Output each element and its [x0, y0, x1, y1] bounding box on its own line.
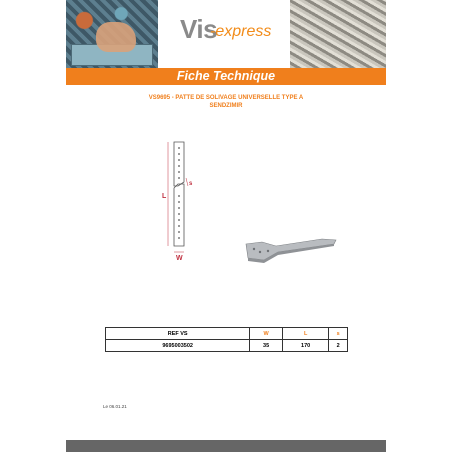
cell-l: 170: [282, 340, 329, 352]
technical-drawing: [156, 138, 216, 266]
header-l: L: [282, 328, 329, 340]
header-w: W: [250, 328, 283, 340]
logo-main-text: Vis: [180, 14, 218, 44]
screws-photo: [290, 0, 386, 68]
dimension-w-label: W: [176, 255, 183, 262]
page-title: Fiche Technique: [176, 69, 276, 83]
cell-w: 35: [250, 340, 283, 352]
dimension-s-label: s: [189, 181, 193, 187]
document-date: Le 06.01.21: [103, 404, 127, 409]
datasheet-page: [66, 0, 386, 452]
header-banner: [66, 0, 386, 68]
cell-ref: 9695003502: [106, 340, 250, 352]
title-bar: [66, 68, 386, 85]
product-title: [106, 94, 346, 110]
footer-bar: [66, 440, 386, 452]
vis-express-logo: [158, 0, 290, 68]
header-ref: REF VS: [106, 328, 250, 340]
table-row: [106, 340, 348, 352]
cell-s: 2: [329, 340, 348, 352]
dimension-l-label: L: [162, 193, 167, 200]
logo-suffix-text: -express: [210, 23, 272, 40]
product-title-line1: VS9695 - PATTE DE SOLIVAGE UNIVERSELLE TYPE A: [148, 95, 304, 101]
tools-photo: [66, 0, 158, 68]
table-header-row: [106, 328, 348, 340]
spec-table: [105, 327, 348, 352]
product-photo: [242, 234, 338, 270]
header-s: s: [329, 328, 348, 340]
product-title-line2: SENDZIMIR: [209, 103, 243, 109]
